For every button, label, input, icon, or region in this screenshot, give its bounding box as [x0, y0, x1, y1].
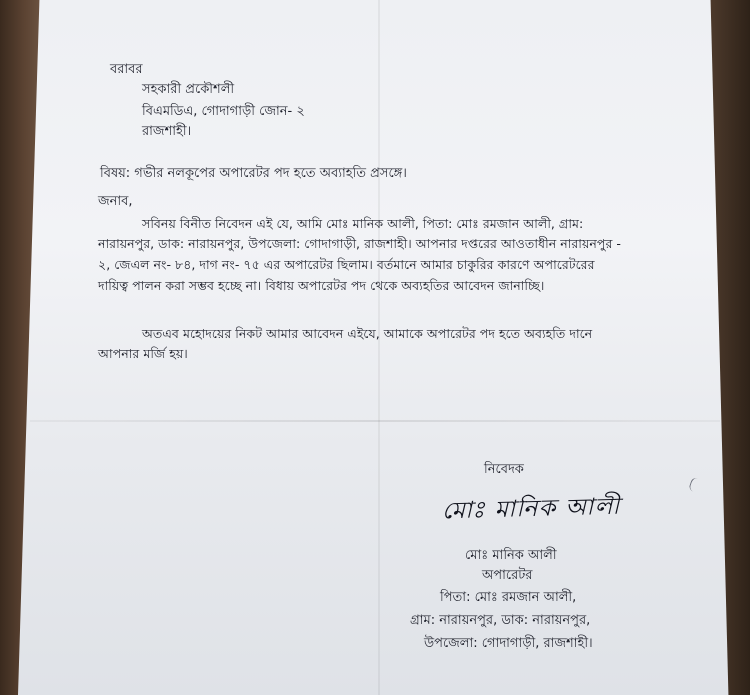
signature: মোঃ মানিক আলী — [441, 493, 621, 525]
body-line: আপনার মর্জি হয়। — [98, 346, 188, 361]
paper-fold-vertical — [378, 0, 380, 695]
letter-subject: বিষয়: গভীর নলকূপের অপারেটর পদ হতে অব্যাহতি প্রসঙ্গে। — [100, 166, 407, 181]
sender-upazila: উপজেলা: গোদাগাড়ী, রাজশাহী। — [424, 636, 593, 651]
body-line: সবিনয় বিনীত নিবেদন এই যে, আমি মোঃ মানিক আলী, পিতা: মোঃ রমজান আলী, গ্রাম: — [142, 216, 584, 231]
paper-fold-horizontal — [30, 420, 720, 422]
recipient-office: বিএমডিএ, গোদাগাড়ী জোন- ২ — [142, 104, 305, 119]
recipient-to: বরাবর — [110, 62, 143, 77]
sender-father: পিতা: মোঃ রমজান আলী, — [440, 590, 577, 605]
sender-name: মোঃ মানিক আলী — [465, 548, 557, 563]
body-line: দায়িত্ব পালন করা সম্ভব হচ্ছে না। বিধায় অপারেটর পদ থেকে অব্যহতির আবেদন জানাচ্ছি। — [98, 278, 545, 293]
recipient-city: রাজশাহী। — [142, 124, 192, 139]
body-line: অতএব মহোদয়ের নিকট আমার আবেদন এইযে, আমাকে অপারেটর পদ হতে অব্যহতি দানে — [142, 326, 593, 341]
recipient-designation: সহকারী প্রকৌশলী — [142, 82, 235, 97]
sender-village-post: গ্রাম: নারায়নপুর, ডাক: নারায়নপুর, — [410, 613, 591, 628]
sender-role: অপারেটর — [482, 568, 533, 583]
salutation: জনাব, — [98, 194, 133, 209]
body-line: ২, জেএল নং- ৮৪, দাগ নং- ৭৫ এর অপারেটর ছিলাম। বর্তমানে আমার চাকুরির কারণে অপারেটরের — [98, 257, 595, 272]
closing: নিবেদক — [484, 462, 524, 477]
body-line: নারায়নপুর, ডাক: নারায়নপুর, উপজেলা: গোদাগাড়ী, রাজশাহী। আপনার দপ্তরের আওতাধীন নারায়নপুর - — [98, 236, 621, 251]
